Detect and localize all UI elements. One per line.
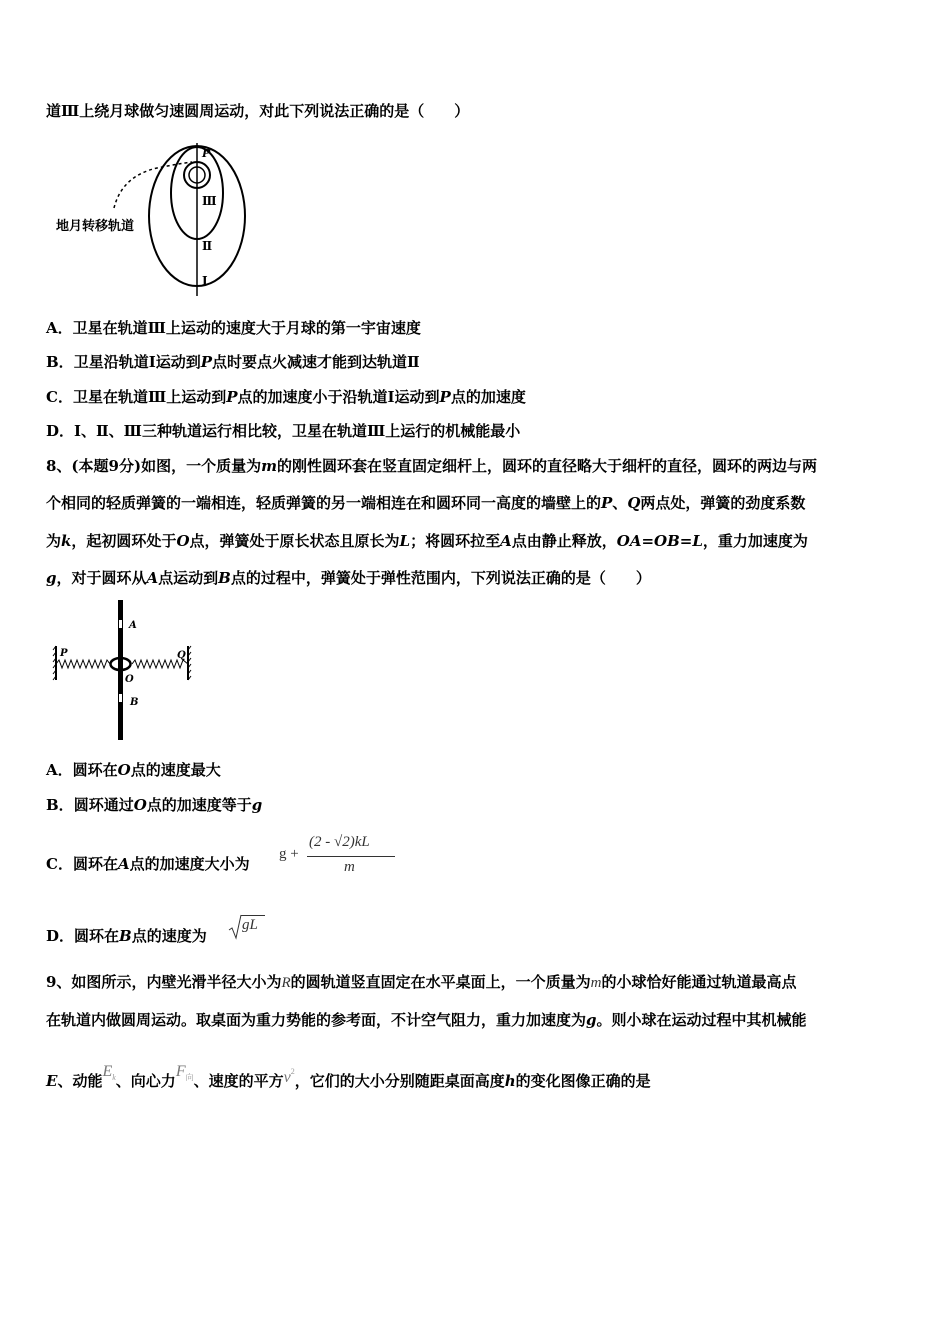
var-g: g bbox=[46, 569, 57, 587]
label-transfer: 地月转移轨道 bbox=[56, 219, 135, 234]
sqrt-bar bbox=[241, 915, 265, 916]
var-F: F bbox=[175, 1063, 186, 1080]
label-II: Ⅱ bbox=[202, 239, 213, 253]
option-text: 卫星在轨道Ⅲ上运动到 bbox=[72, 388, 227, 406]
var-A: A bbox=[117, 855, 130, 873]
var-m: m bbox=[261, 457, 277, 475]
var-B: B bbox=[119, 927, 132, 945]
left-spring bbox=[56, 660, 110, 668]
q9-text: 在轨道内做圆周运动。取桌面为重力势能的参考面，不计空气阻力，重力加速度为 bbox=[46, 1011, 587, 1029]
var-A: A bbox=[500, 532, 512, 550]
q9-text: 的小球恰好能通过轨道最高点 bbox=[601, 973, 797, 991]
q7-option-d bbox=[46, 421, 520, 441]
fraction-bar bbox=[307, 856, 395, 857]
label-I: Ⅰ bbox=[202, 274, 208, 288]
sqrt-sign bbox=[228, 914, 242, 940]
q8-option-b bbox=[46, 795, 262, 815]
var-O: O bbox=[133, 796, 147, 814]
option-text: 点的加速度 bbox=[450, 388, 526, 406]
var-F-sub: 向 bbox=[185, 1073, 194, 1082]
var-B: B bbox=[218, 569, 231, 587]
q8-text: 点由静止释放， bbox=[511, 532, 617, 550]
q8-text: ，对于圆环从 bbox=[56, 569, 147, 587]
label-O: O bbox=[125, 674, 134, 685]
option-text: 圆环在 bbox=[72, 855, 118, 873]
var-R: R bbox=[281, 975, 291, 991]
q8-line-2 bbox=[46, 493, 805, 513]
var-A: A bbox=[146, 569, 159, 587]
label-B: B bbox=[130, 697, 139, 708]
q8-text: 两点处，弹簧的劲度系数 bbox=[640, 494, 806, 512]
var-E: E bbox=[46, 1072, 58, 1090]
mark-B bbox=[119, 694, 122, 702]
var-Ek: E bbox=[102, 1063, 113, 1080]
q8-text: 的刚性圆环套在竖直固定细杆上，圆环的直径略大于细杆的直径，圆环的两边与两 bbox=[276, 457, 817, 475]
option-label: D． bbox=[46, 927, 75, 945]
q9-text: ，它们的大小分别随距桌面高度 bbox=[294, 1072, 505, 1090]
var-OAOB: OA=OB=L bbox=[616, 532, 703, 550]
option-label: A． bbox=[46, 761, 73, 779]
q8-text: 8、(本题9分)如图，一个质量为 bbox=[46, 457, 262, 475]
q8-option-c bbox=[46, 854, 250, 874]
var-P: P bbox=[226, 388, 238, 406]
q8-text: ；将圆环拉至 bbox=[410, 532, 501, 550]
option-label: B． bbox=[46, 353, 74, 371]
mark-A bbox=[119, 620, 122, 628]
option-label: C． bbox=[46, 855, 73, 873]
q7-option-c bbox=[46, 387, 526, 407]
var-P: P bbox=[601, 494, 613, 512]
q8-c-formula bbox=[279, 832, 399, 880]
q8-line-4 bbox=[46, 568, 651, 588]
option-text: 点的加速度大小为 bbox=[129, 855, 250, 873]
q8-option-a bbox=[46, 760, 221, 780]
var-k: k bbox=[61, 532, 72, 550]
q9-text: 、动能 bbox=[57, 1072, 103, 1090]
var-O: O bbox=[176, 532, 190, 550]
var-v: v bbox=[283, 1069, 291, 1086]
q9-line-2 bbox=[46, 1010, 807, 1030]
formula-gL: gL bbox=[242, 917, 258, 933]
option-text: 点时要点火减速才能到达轨道Ⅱ bbox=[212, 353, 420, 371]
option-text: 点的速度最大 bbox=[130, 761, 221, 779]
q9-text: 。则小球在运动过程中其机械能 bbox=[596, 1011, 807, 1029]
q8-text: 点的过程中，弹簧处于弹性范围内，下列说法正确的是（ ） bbox=[230, 569, 651, 587]
q9-text: 、向心力 bbox=[115, 1072, 176, 1090]
option-text: Ⅰ、Ⅱ、Ⅲ三种轨道运行相比较，卫星在轨道Ⅲ上运行的机械能最小 bbox=[74, 422, 521, 440]
intro-text: 道Ⅲ上绕月球做匀速圆周运动，对此下列说法正确的是（ ） bbox=[46, 102, 470, 120]
var-Q: Q bbox=[627, 494, 641, 512]
label-P: P bbox=[60, 648, 68, 659]
spring-figure bbox=[50, 598, 200, 743]
q8-option-d bbox=[46, 926, 207, 946]
option-text: 点的速度为 bbox=[131, 927, 207, 945]
q8-line-3 bbox=[46, 531, 808, 551]
q9-line-1 bbox=[46, 972, 797, 993]
formula-numerator: (2 - √2)kL bbox=[309, 834, 370, 850]
q9-line-3 bbox=[46, 1063, 651, 1094]
q8-text: ，起初圆环处于 bbox=[71, 532, 177, 550]
q8-line-1 bbox=[46, 456, 817, 476]
label-III: Ⅲ bbox=[202, 194, 217, 208]
q9-text: 、速度的平方 bbox=[193, 1072, 284, 1090]
var-m: m bbox=[590, 975, 602, 991]
q8-text: 、 bbox=[612, 494, 628, 512]
var-g: g bbox=[586, 1011, 597, 1029]
option-text: 圆环通过 bbox=[73, 796, 134, 814]
var-P: P bbox=[200, 353, 212, 371]
option-label: A． bbox=[46, 319, 73, 337]
option-text: 圆环在 bbox=[74, 927, 120, 945]
var-P: P bbox=[439, 388, 451, 406]
var-g: g bbox=[251, 796, 263, 814]
q7-option-b bbox=[46, 352, 420, 372]
q9-text: 的圆轨道竖直固定在水平桌面上，一个质量为 bbox=[290, 973, 591, 991]
var-L: L bbox=[399, 532, 411, 550]
var-O: O bbox=[117, 761, 131, 779]
option-text: 卫星沿轨道Ⅰ运动到 bbox=[73, 353, 201, 371]
q8-text: ，重力加速度为 bbox=[702, 532, 808, 550]
option-label: C． bbox=[46, 388, 73, 406]
q8-d-formula bbox=[228, 914, 268, 942]
option-text: 卫星在轨道Ⅲ上运动的速度大于月球的第一宇宙速度 bbox=[72, 319, 421, 337]
q8-text: 点运动到 bbox=[158, 569, 219, 587]
var-v-sup: 2 bbox=[290, 1067, 295, 1076]
q8-text: 点，弹簧处于原长状态且原长为 bbox=[189, 532, 400, 550]
option-label: D． bbox=[46, 422, 75, 440]
q8-text: 为 bbox=[46, 532, 62, 550]
option-text: 圆环在 bbox=[72, 761, 118, 779]
option-text: 点的加速度小于沿轨道Ⅰ运动到 bbox=[237, 388, 440, 406]
label-A: A bbox=[129, 620, 137, 631]
formula-denominator: m bbox=[344, 859, 355, 875]
var-h: h bbox=[504, 1072, 516, 1090]
q7-option-a bbox=[46, 318, 421, 338]
orbit-figure bbox=[52, 138, 252, 298]
var-Ek-sub: k bbox=[112, 1073, 116, 1082]
q9-text: 9、如图所示，内壁光滑半径大小为 bbox=[46, 973, 282, 991]
label-Q: Q bbox=[177, 650, 186, 661]
q9-text: 的变化图像正确的是 bbox=[515, 1072, 651, 1090]
option-label: B． bbox=[46, 796, 74, 814]
label-P: P bbox=[202, 147, 211, 160]
right-spring bbox=[132, 660, 188, 668]
q8-text: 个相同的轻质弹簧的一端相连，轻质弹簧的另一端相连在和圆环同一高度的墙壁上的 bbox=[46, 494, 602, 512]
intro-line bbox=[46, 101, 469, 121]
formula-g: g + bbox=[279, 846, 299, 862]
option-text: 点的加速度等于 bbox=[146, 796, 252, 814]
